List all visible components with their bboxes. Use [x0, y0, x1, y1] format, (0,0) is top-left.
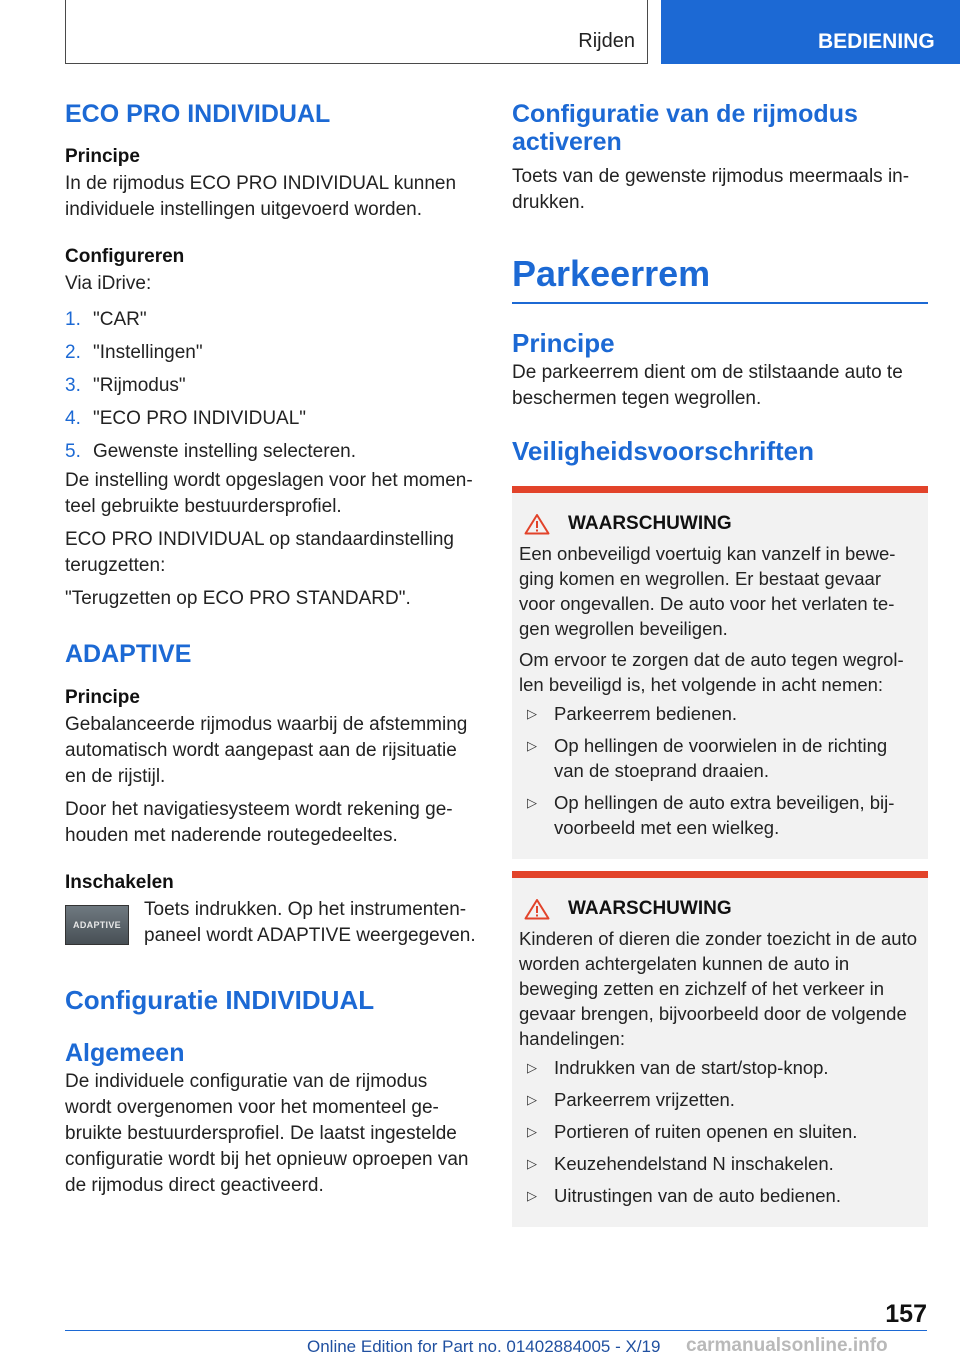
header-section: Rijden: [578, 30, 635, 52]
step-number: 2.: [65, 342, 81, 363]
warning-box-1: [512, 486, 928, 859]
list-item: [519, 1119, 920, 1144]
warning-text: Een onbeveiligd voertuig kan vanzelf in bewe-ging komen en wegrollen. Er bestaat gevaar voor ongevallen. De auto voor het verlaten te-gen wegrollen beveiligen.: [519, 543, 896, 640]
warning-text: Kinderen of dieren die zonder toezicht in de auto worden achtergelaten kunnen de auto in beweging zetten en zichzelf of het verkeer in gevaar brengen, bijvoorbeeld door de volgende handelingen:: [519, 928, 918, 1050]
triangle-bullet-icon: ▷: [527, 1124, 537, 1140]
footer-divider: [65, 1330, 927, 1331]
page-number: 157: [885, 1300, 927, 1328]
warning-header: [519, 898, 920, 920]
step-text: "CAR": [93, 309, 147, 330]
list-item-text: Parkeerrem bedienen.: [554, 703, 738, 725]
adaptive-inschakelen-title: Inschakelen: [65, 872, 174, 893]
step-item: [65, 435, 477, 468]
eco-steps-list: [65, 303, 477, 468]
parkeerrem-principe-text: De parkeerrem dient om de stilstaande auto te beschermen tegen wegrollen.: [512, 362, 903, 410]
step-text: Gewenste instelling selecteren.: [93, 441, 356, 462]
list-item-text: Keuzehendelstand N inschakelen.: [554, 1153, 834, 1175]
adaptive-title: ADAPTIVE: [65, 640, 192, 668]
right-column: [512, 100, 928, 1227]
step-number: 5.: [65, 441, 81, 462]
eco-config-title: Configureren: [65, 246, 185, 267]
list-item-text: Op hellingen de auto extra beveiligen, bij-voorbeeld met een wielkeg.: [554, 792, 895, 839]
step-number: 1.: [65, 309, 81, 330]
footer-edition: Online Edition for Part no. 01402884005 - X/19: [307, 1337, 661, 1356]
warning-triangle-icon: [519, 513, 564, 535]
step-item: [65, 303, 477, 336]
warning-label: WAARSCHUWING: [568, 513, 732, 535]
veiligheid-title: Veiligheidsvoorschriften: [512, 436, 814, 467]
step-item: [65, 369, 477, 402]
step-text: "Instellingen": [93, 342, 203, 363]
adaptive-button-image: [65, 905, 129, 945]
list-item: [519, 733, 920, 783]
warning-label: WAARSCHUWING: [568, 898, 732, 920]
warning-header: [519, 513, 920, 535]
eco-profile-text: De instelling wordt opgeslagen voor het momen-teel gebruikte bestuurdersprofiel.: [65, 470, 473, 517]
config-algemeen-title: Algemeen: [65, 1039, 185, 1067]
adaptive-principe-title: Principe: [65, 687, 140, 708]
footer-watermark: carmanualsonline.info: [686, 1335, 888, 1356]
triangle-bullet-icon: ▷: [527, 738, 537, 754]
eco-via-idrive: Via iDrive:: [65, 273, 152, 294]
list-item: [519, 1183, 920, 1208]
config-algemeen-text: De individuele configuratie van de rijmodus wordt overgenomen voor het momenteel ge-bruikte bestuurdersprofiel. De laatst ingestelde configuratie wordt bij het opnieuw oproepen van de rijmodus direct geactiveerd.: [65, 1071, 469, 1196]
list-item: [519, 1151, 920, 1176]
activeren-title: Configuratie van de rijmodus activeren: [512, 100, 858, 156]
step-number: 3.: [65, 375, 81, 396]
adaptive-inschakelen-row: [65, 897, 477, 949]
adaptive-inschakelen-text: Toets indrukken. Op het instrumenten-paneel wordt ADAPTIVE weergegeven.: [144, 899, 476, 946]
eco-principe-text: In de rijmodus ECO PRO INDIVIDUAL kunnen individuele instellingen uitgevoerd worden.: [65, 173, 457, 220]
list-item: [519, 1055, 920, 1080]
parkeerrem-title: Parkeerrem: [512, 254, 928, 304]
warning-bullet-list: [519, 1055, 920, 1208]
step-item: [65, 402, 477, 435]
step-item: [65, 336, 477, 369]
header-chapter: BEDIENING: [818, 30, 935, 53]
config-individual-title: Configuratie INDIVIDUAL: [65, 985, 375, 1015]
list-item: [519, 701, 920, 726]
warning-text: Om ervoor te zorgen dat de auto tegen wegrol-len beveiligd is, het volgende in acht nemen:: [519, 649, 904, 696]
step-number: 4.: [65, 408, 81, 429]
list-item-text: Indrukken van de start/stop-knop.: [554, 1057, 829, 1079]
warning-triangle-icon: [519, 898, 564, 920]
left-column: [65, 100, 477, 1199]
eco-principe-title: Principe: [65, 146, 140, 167]
triangle-bullet-icon: ▷: [527, 1188, 537, 1204]
adaptive-principe-text: Gebalanceerde rijmodus waarbij de afstemming automatisch wordt aangepast aan de rijsituatie en de rijstijl.: [65, 714, 468, 787]
header-box: [65, 0, 648, 64]
eco-reset-path: "Terugzetten op ECO PRO STANDARD".: [65, 588, 411, 609]
eco-pro-individual-title: ECO PRO INDIVIDUAL: [65, 100, 331, 128]
header-chapter-tab: [661, 0, 960, 64]
list-item-text: Parkeerrem vrijzetten.: [554, 1089, 735, 1111]
list-item: [519, 790, 920, 840]
eco-reset-text: ECO PRO INDIVIDUAL op standaardinstelling terugzetten:: [65, 529, 454, 576]
adaptive-button-label: ADAPTIVE: [73, 920, 121, 930]
list-item-text: Portieren of ruiten openen en sluiten.: [554, 1121, 858, 1143]
triangle-bullet-icon: ▷: [527, 1156, 537, 1172]
step-text: "Rijmodus": [93, 375, 186, 396]
list-item-text: Uitrustingen van de auto bedienen.: [554, 1185, 841, 1207]
triangle-bullet-icon: ▷: [527, 795, 537, 811]
triangle-bullet-icon: ▷: [527, 1060, 537, 1076]
activeren-text: Toets van de gewenste rijmodus meermaals in-drukken.: [512, 166, 910, 213]
step-text: "ECO PRO INDIVIDUAL": [93, 408, 307, 429]
list-item-text: Op hellingen de voorwielen in de richting van de stoeprand draaien.: [554, 735, 888, 782]
triangle-bullet-icon: ▷: [527, 1092, 537, 1108]
triangle-bullet-icon: ▷: [527, 706, 537, 722]
adaptive-navigation-text: Door het navigatiesysteem wordt rekening ge-houden met naderende routegedeeltes.: [65, 799, 453, 846]
warning-bullet-list: [519, 701, 920, 840]
warning-box-2: [512, 871, 928, 1227]
list-item: [519, 1087, 920, 1112]
parkeerrem-principe-title: Principe: [512, 328, 615, 359]
